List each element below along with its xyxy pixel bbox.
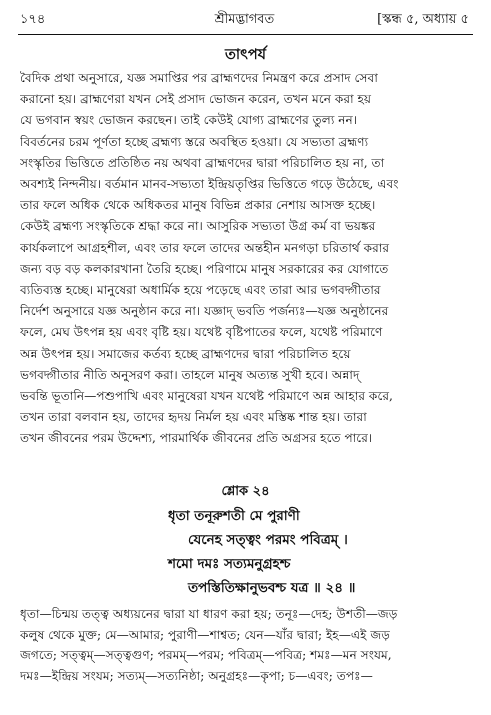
- purport-line: তখন জীবনের পরম উদ্দেশ্য, পারমার্থিক জীবনের প্রতি অগ্রসর হতে পারে।: [20, 431, 373, 446]
- verse-line: ধৃতা তনূরুশতী মে পুরাণী: [168, 508, 300, 524]
- purport-line: জন্য বড় বড় কলকারখানা তৈরি হচ্ছে। পরিণামে মানুষ সরকারের কর যোগাতে: [20, 261, 389, 276]
- purport-line: তখন তারা বলবান হয়, তাদের হৃদয় নির্মল হয় এবং মস্তিষ্ক শান্ত হয়। তারা: [20, 410, 367, 425]
- purport-text: [20, 68, 471, 450]
- verse-line: শমো দমঃ সত্যমনুগ্রহশ্চ: [168, 556, 291, 572]
- purport-line: সংস্কৃতির ভিত্তিতে প্রতিষ্ঠিত নয় অথবা ব্রাহ্মণদের দ্বারা পরিচালিত হয় না, তা: [20, 155, 385, 170]
- page-header: [20, 10, 469, 32]
- synonym-line: দমঃ—ইন্দ্রিয় সংযম; সত্যম্—সত্যনিষ্ঠা; অনুগ্রহঃ—কৃপা; চ—এবং; তপঃ—: [20, 668, 373, 683]
- purport-heading: তাৎপর্য: [224, 46, 267, 63]
- purport-line: ভবন্তি ভূতানি—পশুপাখি এবং মানুষেরা যখন যথেষ্ট পরিমাণে অন্ন আহার করে,: [20, 389, 393, 404]
- verse-label: শ্লোক ২৪: [221, 484, 270, 499]
- synonym-line: ধৃতা—চিন্ময় তত্ত্ব অধ্যয়নের দ্বারা যা ধারণ করা হয়; তনূঃ—দেহ; উশতী—জড়: [20, 607, 398, 621]
- purport-line: যে ভগবান স্বয়ং ভোজন করছেন। তাই কেউই যোগ্য ব্রাহ্মণের তুল্য নন।: [20, 113, 358, 128]
- purport-line: অবশ্যই নিন্দনীয়। বর্তমান মানব-সভ্যতা ইন্দ্রিয়তৃপ্তির ভিত্তিতে গড়ে উঠেছে, এবং: [20, 177, 399, 192]
- chapter-reference: [স্কন্ধ ৫, অধ্যায় ৫: [377, 12, 469, 27]
- purport-line: কেউই ব্রহ্মণ্য সংস্কৃতিকে শ্রদ্ধা করে না। আসুরিক সভ্যতা উগ্র কর্ম বা ভয়ঙ্কর: [20, 219, 376, 234]
- purport-line: ফলে, মেঘ উৎপন্ন হয় এবং বৃষ্টি হয়। যথেষ্ট বৃষ্টিপাতের ফলে, যথেষ্ট পরিমাণে: [20, 325, 383, 340]
- purport-line: নির্দেশ অনুসারে যজ্ঞ অনুষ্ঠান করে না। যজ্ঞাদ্ ভবতি পর্জন্যঃ—যজ্ঞ অনুষ্ঠানের: [20, 304, 389, 319]
- synonym-line: জগতে; সত্ত্বম্—সত্ত্বগুণ; পরমম্—পরম; পবিত্রম্—পবিত্র; শমঃ—মন সংযম,: [20, 648, 392, 662]
- verse-line: যেনেহ সত্ত্বং পরমং পবিত্রম্ ।: [188, 532, 348, 548]
- purport-line: বৈদিক প্রথা অনুসারে, যজ্ঞ সমাপ্তির পর ব্রাহ্মণদের নিমন্ত্রণ করে প্রসাদ সেবা: [20, 71, 378, 85]
- verse-line: তপস্তিতিক্ষানুভবশ্চ যত্র ॥ ২৪ ॥: [188, 580, 356, 596]
- purport-line: অন্ন উৎপন্ন হয়। সমাজের কর্তব্য হচ্ছে ব্রাহ্মণদের দ্বারা পরিচালিত হয়ে: [20, 346, 351, 361]
- book-title: শ্রীমদ্ভাগবত: [214, 12, 275, 27]
- purport-line: ভগবদ্গীতার নীতি অনুসরণ করা। তাহলে মানুষ অত্যন্ত সুখী হবে। অন্নাদ্: [20, 367, 360, 382]
- synonyms-text: [20, 604, 471, 686]
- purport-line: বিবর্তনের চরম পূর্ণতা হচ্ছে ব্রহ্মণ্য স্তরে অবস্থিত হওয়া। যে সভ্যতা ব্রহ্মণ্য: [20, 134, 369, 149]
- synonym-line: কলুষ থেকে মুক্ত; মে—আমার; পুরাণী—শাশ্বত; যেন—যাঁর দ্বারা; ইহ—এই জড়: [20, 627, 390, 642]
- header-rule: [18, 34, 473, 35]
- purport-line: করানো হয়। ব্রাহ্মণেরা যখন সেই প্রসাদ ভোজন করেন, তখন মনে করা হয়: [20, 92, 372, 107]
- purport-line: ব্যতিব্যস্ত হচ্ছে। মানুষেরা অধার্মিক হয়ে পড়েছে এবং তারা আর ভগবদ্গীতার: [20, 283, 381, 298]
- page-number: ১৭৪: [20, 12, 46, 27]
- purport-line: কার্যকলাপে আগ্রহশীল, এবং তার ফলে তাদের অন্তহীন মনগড়া চরিতার্থ করার: [20, 240, 390, 255]
- purport-line: তার ফলে অধিক থেকে অধিকতর মানুষ বিভিন্ন প্রকার নেশায় আসক্ত হচ্ছে।: [20, 198, 376, 213]
